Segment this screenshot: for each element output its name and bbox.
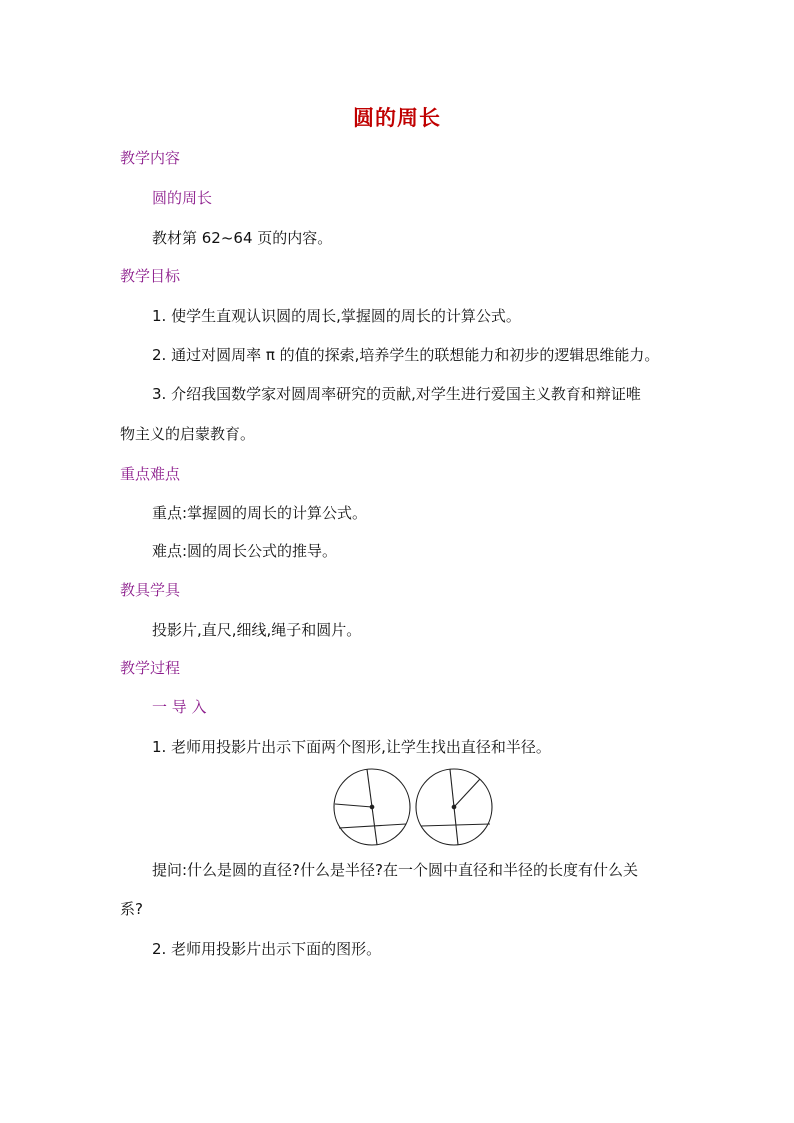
two-circles-figure [330,766,500,852]
subheading-content: 圆的周长 [152,189,213,207]
document-title: 圆的周长 [353,106,441,130]
right-circle [416,769,492,845]
question-line-2: 系? [120,900,143,918]
goal-1: 1. 使学生直观认识圆的周长,掌握圆的周长的计算公式。 [152,307,521,325]
goal-2: 2. 通过对圆周率 π 的值的探索,培养学生的联想能力和初步的逻辑思维能力。 [152,346,660,364]
step-2: 2. 老师用投影片出示下面的图形。 [152,940,382,958]
left-circle [334,769,410,845]
heading-teaching-tools: 教具学具 [120,581,181,599]
goal-3-line-1: 3. 介绍我国数学家对圆周率研究的贡献,对学生进行爱国主义教育和辩证唯 [152,385,641,403]
heading-teaching-process: 教学过程 [120,659,181,677]
content-text: 教材第 62~64 页的内容。 [152,229,333,247]
heading-teaching-content: 教学内容 [120,149,181,167]
step-1: 1. 老师用投影片出示下面两个图形,让学生找出直径和半径。 [152,738,551,756]
heading-key-points: 重点难点 [120,465,181,483]
tools-text: 投影片,直尺,细线,绳子和圆片。 [152,621,362,639]
question-line-1: 提问:什么是圆的直径?什么是半径?在一个圆中直径和半径的长度有什么关 [152,861,638,879]
key-point: 重点:掌握圆的周长的计算公式。 [152,504,368,522]
goal-3-line-2: 物主义的启蒙教育。 [120,425,256,443]
subheading-intro: 一 导 入 [152,698,207,716]
difficulty: 难点:圆的周长公式的推导。 [152,542,338,560]
heading-teaching-goals: 教学目标 [120,267,181,285]
